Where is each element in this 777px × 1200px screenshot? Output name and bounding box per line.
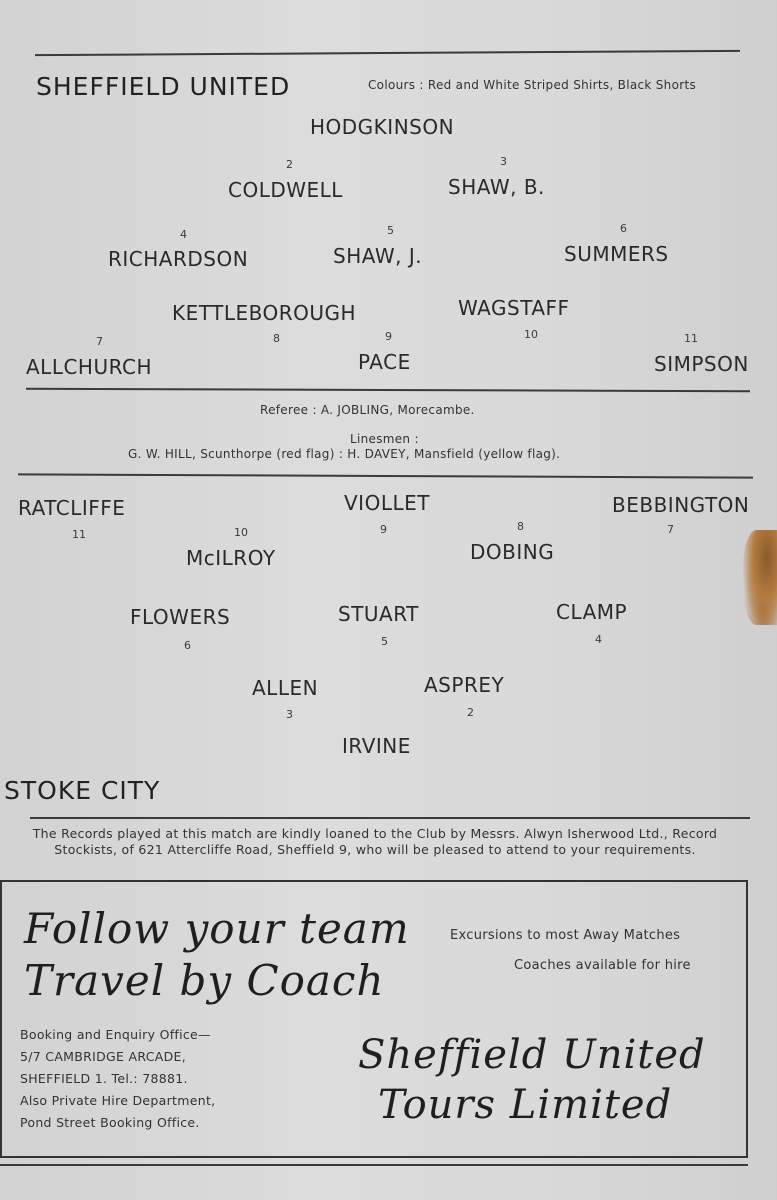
advert-headline-1: Follow your team xyxy=(24,904,410,953)
home-number-9: 9 xyxy=(385,330,392,343)
home-player-wagstaff: WAGSTAFF xyxy=(458,296,570,320)
home-player-4: RICHARDSON xyxy=(108,247,249,271)
linesmen-line: G. W. HILL, Scunthorpe (red flag) : H. DAVEY, Mansfield (yellow flag). xyxy=(128,447,561,461)
home-number-7: 7 xyxy=(96,335,103,348)
linesmen-title: Linesmen : xyxy=(350,432,419,446)
home-team-name: SHEFFIELD UNITED xyxy=(36,72,291,101)
away-number-6: 6 xyxy=(184,639,191,652)
home-player-2: COLDWELL xyxy=(228,178,343,202)
home-player-6: SUMMERS xyxy=(564,242,669,266)
bottom-rule xyxy=(0,1164,748,1166)
office-line: SHEFFIELD 1. Tel.: 78881. xyxy=(20,1071,188,1086)
advert-company-line-2: Tours Limited xyxy=(378,1082,673,1128)
home-number-10: 10 xyxy=(524,328,538,341)
office-line: Also Private Hire Department, xyxy=(20,1093,216,1108)
home-player-kettleborough: KETTLEBOROUGH xyxy=(172,301,357,325)
away-player-flowers: FLOWERS xyxy=(130,605,231,629)
home-number-6: 6 xyxy=(620,222,627,235)
away-number-4: 4 xyxy=(595,633,602,646)
away-number-10: 10 xyxy=(234,526,248,539)
away-player-stuart: STUART xyxy=(338,602,419,626)
home-player-9: PACE xyxy=(358,350,411,374)
away-player-clamp: CLAMP xyxy=(556,600,628,624)
home-colours: Colours : Red and White Striped Shirts, Black Shorts xyxy=(368,78,697,92)
records-notice: The Records played at this match are kindly loaned to the Club by Messrs. Alwyn Isherwood Ltd., Record Stockists, of 621 Attercliffe Road, Sheffield 9, who will be pleased to attend to your requirements. xyxy=(32,826,718,857)
home-player-11: SIMPSON xyxy=(654,352,749,376)
home-bottom-rule xyxy=(26,388,750,393)
away-player-viollet: VIOLLET xyxy=(344,491,430,515)
home-player-3: SHAW, B. xyxy=(448,175,545,199)
away-number-3: 3 xyxy=(286,708,293,721)
top-rule xyxy=(35,50,740,56)
home-number-2: 2 xyxy=(286,158,293,171)
advert-coaches: Coaches available for hire xyxy=(514,958,691,973)
paper-stain xyxy=(743,530,777,625)
away-player-mcilroy: McILROY xyxy=(186,546,276,570)
away-player-dobing: DOBING xyxy=(470,540,555,564)
advert-headline-2: Travel by Coach xyxy=(24,956,385,1005)
home-goalkeeper: HODGKINSON xyxy=(310,115,455,139)
away-number-2: 2 xyxy=(467,706,474,719)
home-number-8: 8 xyxy=(273,332,280,345)
away-number-5: 5 xyxy=(381,635,388,648)
coach-advert xyxy=(0,880,748,1158)
home-player-7: ALLCHURCH xyxy=(26,355,153,379)
advert-company-line-1: Sheffield United xyxy=(358,1032,706,1078)
away-goalkeeper: IRVINE xyxy=(342,734,411,758)
referee-line: Referee : A. JOBLING, Morecambe. xyxy=(260,403,475,417)
home-player-5: SHAW, J. xyxy=(333,244,423,268)
office-line: Pond Street Booking Office. xyxy=(20,1115,200,1130)
booking-office-block xyxy=(20,1024,215,1134)
office-line: Booking and Enquiry Office— xyxy=(20,1027,211,1042)
home-number-3: 3 xyxy=(500,155,507,168)
away-number-11: 11 xyxy=(72,528,86,541)
away-number-7: 7 xyxy=(667,523,674,536)
home-number-11: 11 xyxy=(684,332,698,345)
away-player-bebbington: BEBBINGTON xyxy=(612,493,750,517)
records-top-rule xyxy=(30,817,750,819)
home-number-4: 4 xyxy=(180,228,187,241)
advert-excursions: Excursions to most Away Matches xyxy=(450,928,681,943)
away-team-name: STOKE CITY xyxy=(4,776,161,805)
home-number-5: 5 xyxy=(387,224,394,237)
office-line: 5/7 CAMBRIDGE ARCADE, xyxy=(20,1049,186,1064)
away-number-9: 9 xyxy=(380,523,387,536)
away-player-ratcliffe: RATCLIFFE xyxy=(18,496,126,520)
away-number-8: 8 xyxy=(517,520,524,533)
away-top-rule xyxy=(18,473,753,478)
away-player-asprey: ASPREY xyxy=(424,673,505,697)
away-player-allen: ALLEN xyxy=(252,676,319,700)
